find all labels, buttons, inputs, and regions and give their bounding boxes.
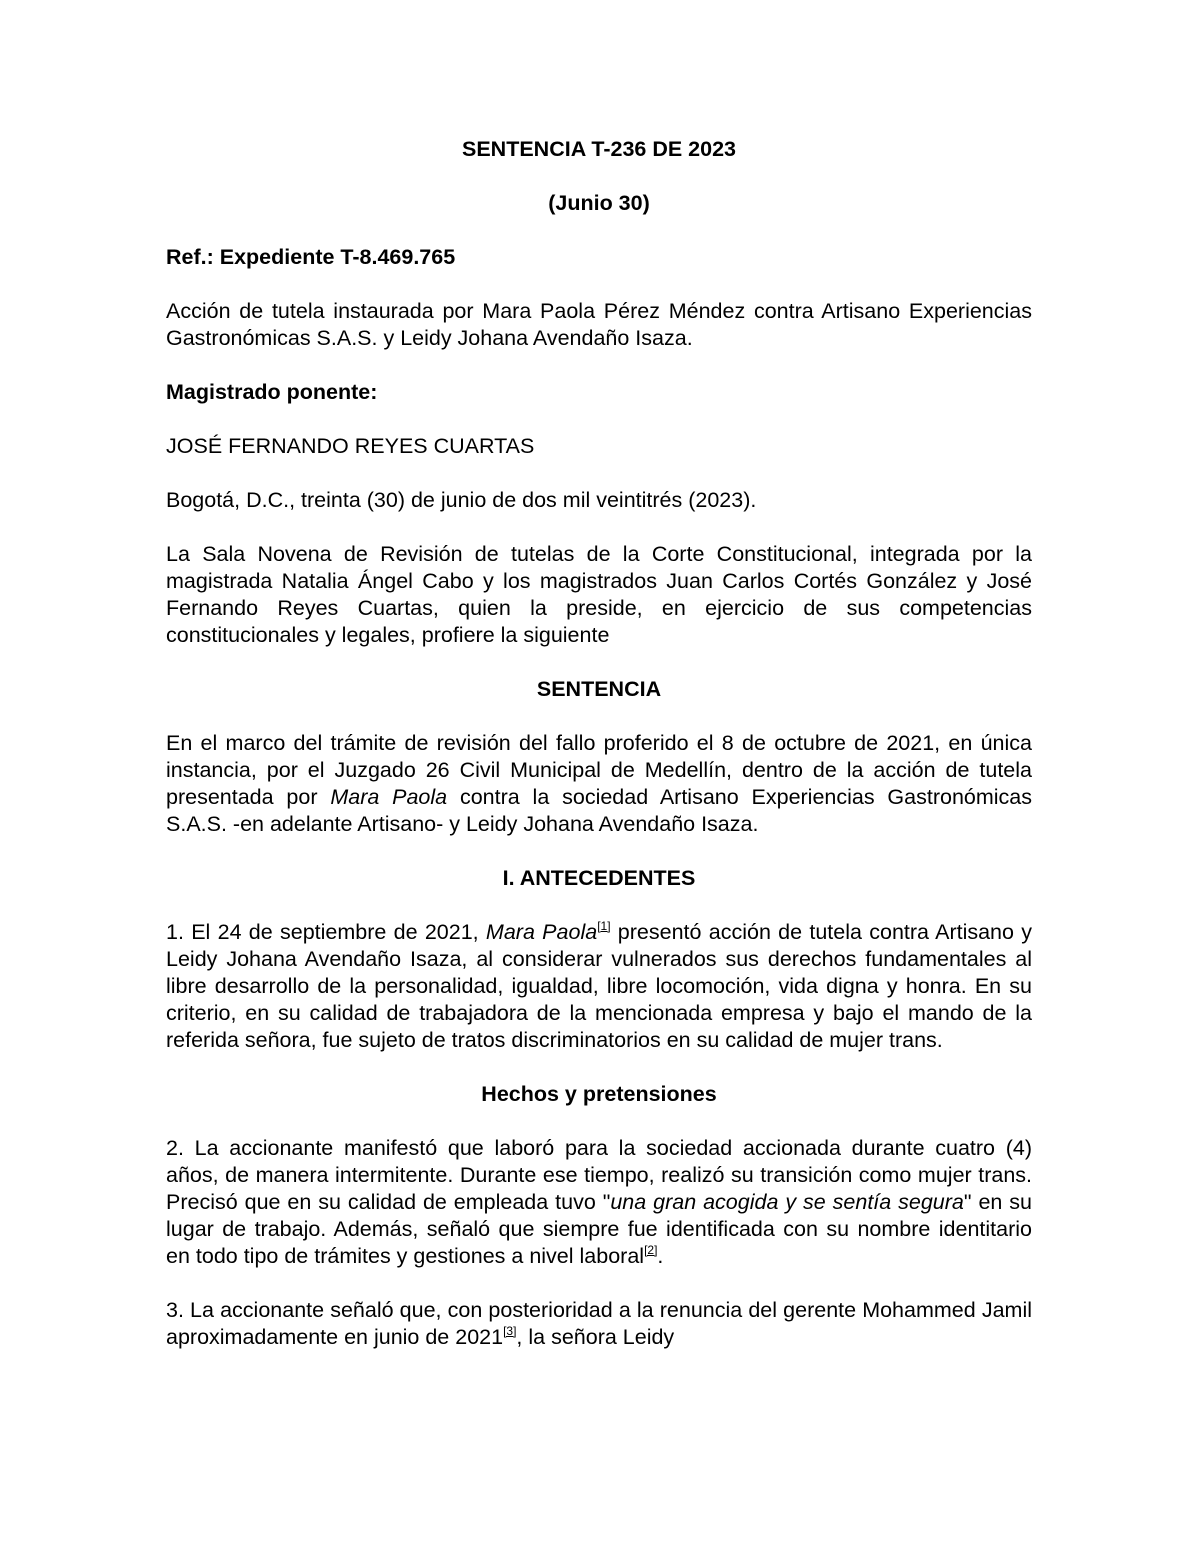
paragraph-3: [166, 1297, 1032, 1351]
document-page: [166, 136, 1032, 1351]
p3-text-2: , la señora Leidy: [516, 1325, 675, 1349]
sala-paragraph: La Sala Novena de Revisión de tutelas de la Corte Constitucional, integrada por la magistrada Natalia Ángel Cabo y los magistrados Juan Carlos Cortés González y José Fernando Reyes Cuartas, quien la preside, en ejercicio de sus competencias constitucionales y legales, profiere la siguiente: [166, 542, 1032, 647]
p2-text-2: " en su lugar de trabajo. Además, señaló que siempre fue identificada con su nombre identitario en todo tipo de trámites y gestiones a nivel laboral: [166, 1190, 1032, 1268]
p2-text-1: La accionante manifestó que laboró para la sociedad accionada durante cuatro (4) años, de manera intermitente. Durante ese tiempo, realizó su transición como mujer trans. Precisó que en su calidad de empleada tuvo ": [166, 1136, 1032, 1214]
marco-text-1: En el marco del trámite de revisión del fallo proferido el 8 de octubre de 2021, en única instancia, por el Juzgado 26 Civil Municipal de Medellín, dentro de la acción de tutela presentada por: [166, 731, 1032, 809]
hechos-heading: Hechos y pretensiones: [481, 1082, 717, 1106]
p2-text-3: .: [657, 1244, 664, 1268]
paragraph-number: 2.: [166, 1136, 184, 1160]
place-date: Bogotá, D.C., treinta (30) de junio de dos mil veintitrés (2023).: [166, 488, 757, 512]
marco-paragraph: [166, 730, 1032, 838]
p2-quote: una gran acogida y se sentía segura: [610, 1190, 964, 1214]
expediente-ref: Ref.: Expediente T-8.469.765: [166, 245, 456, 269]
p1-name: Mara Paola: [485, 920, 598, 944]
paragraph-1: [166, 919, 1032, 1054]
p1-text-2: presentó acción de tutela contra Artisano y Leidy Johana Avendaño Isaza, al considerar vulnerados sus derechos fundamentales al libre desarrollo de la personalidad, igualdad, libre locomoción, vida digna y honra. En su criterio, en su calidad de trabajadora de la mencionada empresa y bajo el mando de la referida señora, fue sujeto de tratos discriminatorios en su calidad de mujer trans.: [166, 920, 1032, 1052]
marco-name: Mara Paola: [330, 785, 448, 809]
footnote-link-2[interactable]: [2]: [644, 1243, 658, 1257]
marco-text-2: contra la sociedad Artisano Experiencias Gastronómicas S.A.S. -en adelante Artisano- y Leidy Johana Avendaño Isaza.: [166, 785, 1033, 836]
document-title: SENTENCIA T-236 DE 2023: [461, 137, 737, 161]
sentencia-heading: SENTENCIA: [536, 677, 662, 701]
footnote-link-1[interactable]: [1]: [597, 919, 611, 933]
footnote-link-3[interactable]: [3]: [503, 1324, 517, 1338]
paragraph-number: 1.: [166, 920, 184, 944]
p1-text-1: El 24 de septiembre de 2021,: [183, 920, 486, 944]
magistrado-name: JOSÉ FERNANDO REYES CUARTAS: [166, 434, 535, 458]
paragraph-2: [166, 1135, 1032, 1270]
p3-text-1: La accionante señaló que, con posterioridad a la renuncia del gerente Mohammed Jamil aproximadamente en junio de 2021: [166, 1298, 1032, 1349]
accion-paragraph: Acción de tutela instaurada por Mara Paola Pérez Méndez contra Artisano Experiencias Gastronómicas S.A.S. y Leidy Johana Avendaño Isaza.: [166, 299, 1032, 350]
paragraph-number: 3.: [166, 1298, 184, 1322]
antecedentes-heading: I. ANTECEDENTES: [502, 866, 696, 890]
document-date: (Junio 30): [548, 191, 650, 215]
magistrado-label: Magistrado ponente:: [166, 380, 378, 404]
